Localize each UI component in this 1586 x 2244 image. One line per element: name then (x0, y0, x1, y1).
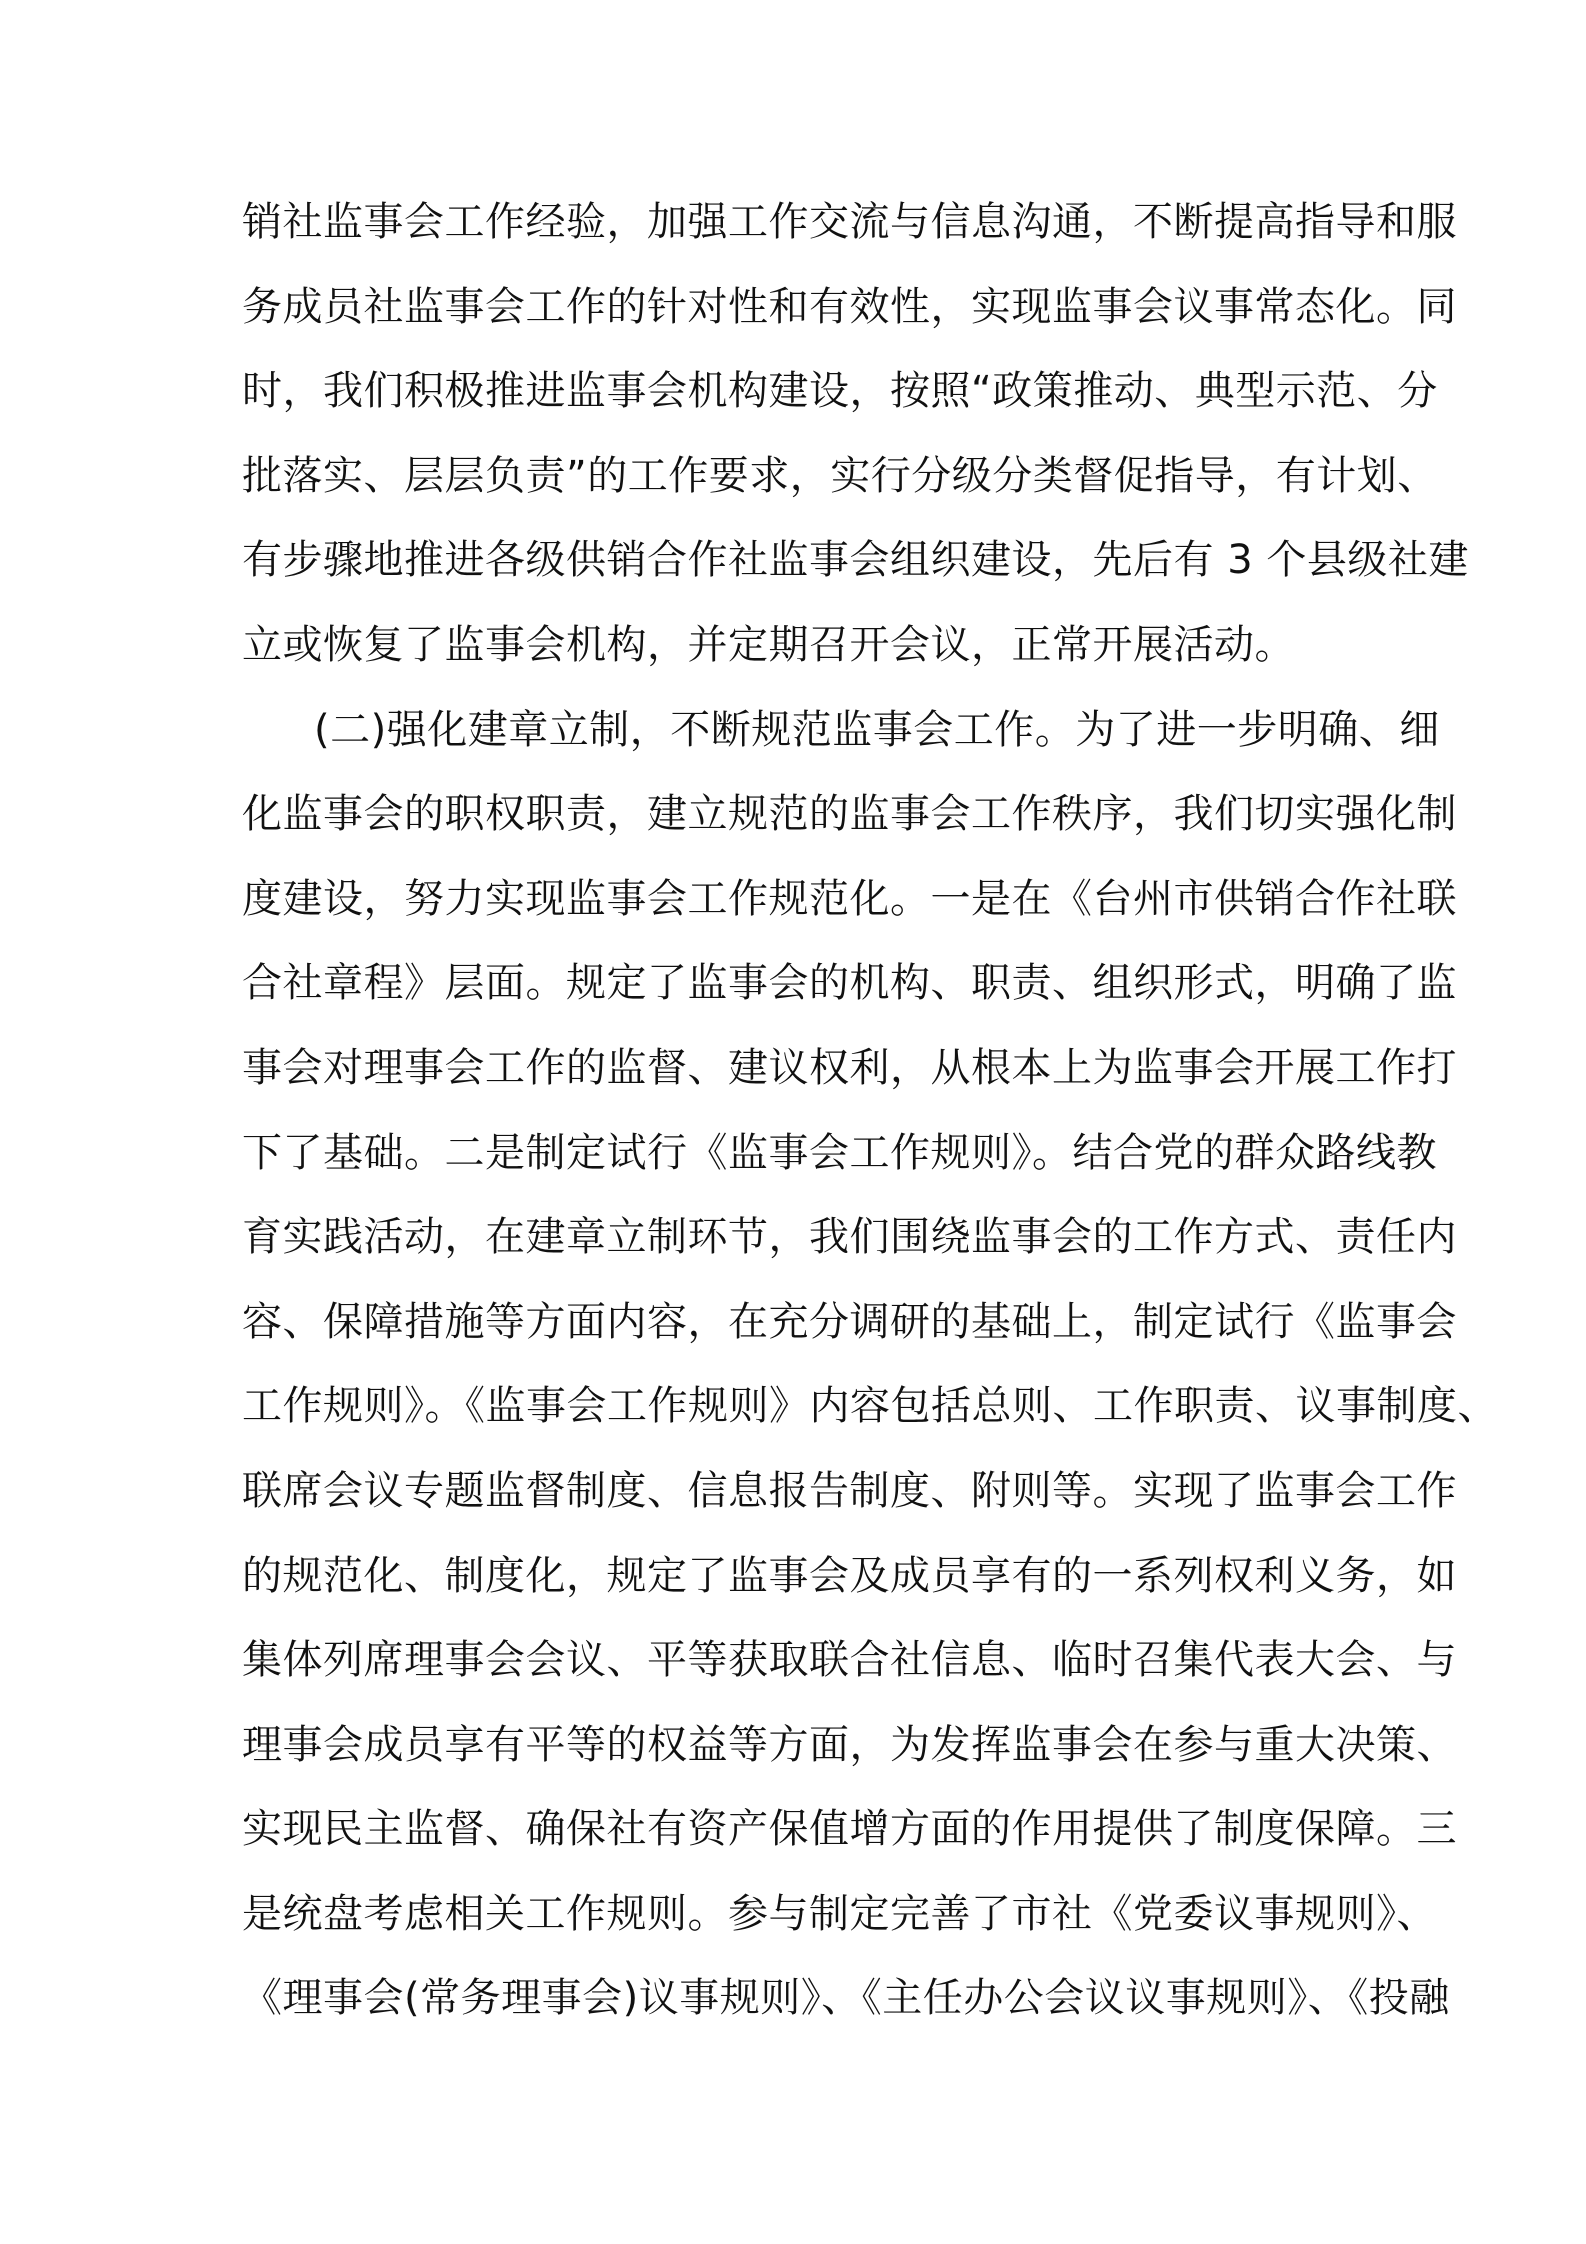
text-line-17: 的规范化、制度化，规定了监事会及成员享有的一系列权利义务，如 (242, 1552, 1457, 1599)
text-line-12: 下了基础。二是制定试行《监事会工作规则》。结合党的群众路线教 (242, 1129, 1437, 1176)
text-line-16: 联席会议专题监督制度、信息报告制度、附则等。实现了监事会工作 (242, 1467, 1457, 1514)
text-line-20: 实现民主监督、确保社有资产保值增方面的作用提供了制度保障。三 (242, 1806, 1457, 1853)
text-line-3: 时，我们积极推进监事会机构建设，按照“政策推动、典型示范、分 (242, 368, 1438, 415)
text-line-6: 立或恢复了监事会机构，并定期召开会议，正常开展活动。 (242, 621, 1295, 668)
text-line-8: 化监事会的职权职责，建立规范的监事会工作秩序，我们切实强化制 (242, 791, 1457, 838)
text-line-9: 度建设，努力实现监事会工作规范化。一是在《台州市供销合作社联 (242, 875, 1457, 922)
text-line-22: 《理事会(常务理事会)议事规则》、《主任办公会议议事规则》、《投融 (242, 1975, 1450, 2022)
text-line-15: 工作规则》。《监事会工作规则》内容包括总则、工作职责、议事制度、 (242, 1383, 1498, 1430)
text-line-5: 有步骤地推进各级供销合作社监事会组织建设，先后有 3 个县级社建 (242, 537, 1469, 584)
text-line-14: 容、保障措施等方面内容，在充分调研的基础上，制定试行《监事会 (242, 1298, 1457, 1345)
text-line-21: 是统盘考虑相关工作规则。参与制定完善了市社《党委议事规则》、 (242, 1890, 1437, 1937)
text-line-18: 集体列席理事会会议、平等获取联合社信息、临时召集代表大会、与 (242, 1637, 1457, 1684)
document-body-text (242, 180, 1498, 2041)
section-heading-line: (二)强化建章立制，不断规范监事会工作。为了进一步明确、细 (314, 706, 1440, 753)
text-line-10: 合社章程》层面。规定了监事会的机构、职责、组织形式，明确了监 (242, 960, 1457, 1007)
text-line-11: 事会对理事会工作的监督、建议权利，从根本上为监事会开展工作打 (242, 1044, 1457, 1091)
text-line-13: 育实践活动，在建章立制环节，我们围绕监事会的工作方式、责任内 (242, 1214, 1457, 1261)
text-line-4: 批落实、层层负责”的工作要求，实行分级分类督促指导，有计划、 (242, 452, 1438, 499)
text-line-19: 理事会成员享有平等的权益等方面，为发挥监事会在参与重大决策、 (242, 1721, 1457, 1768)
text-line-2: 务成员社监事会工作的针对性和有效性，实现监事会议事常态化。同 (242, 283, 1457, 330)
text-line-1: 销社监事会工作经验，加强工作交流与信息沟通，不断提高指导和服 (242, 199, 1457, 245)
